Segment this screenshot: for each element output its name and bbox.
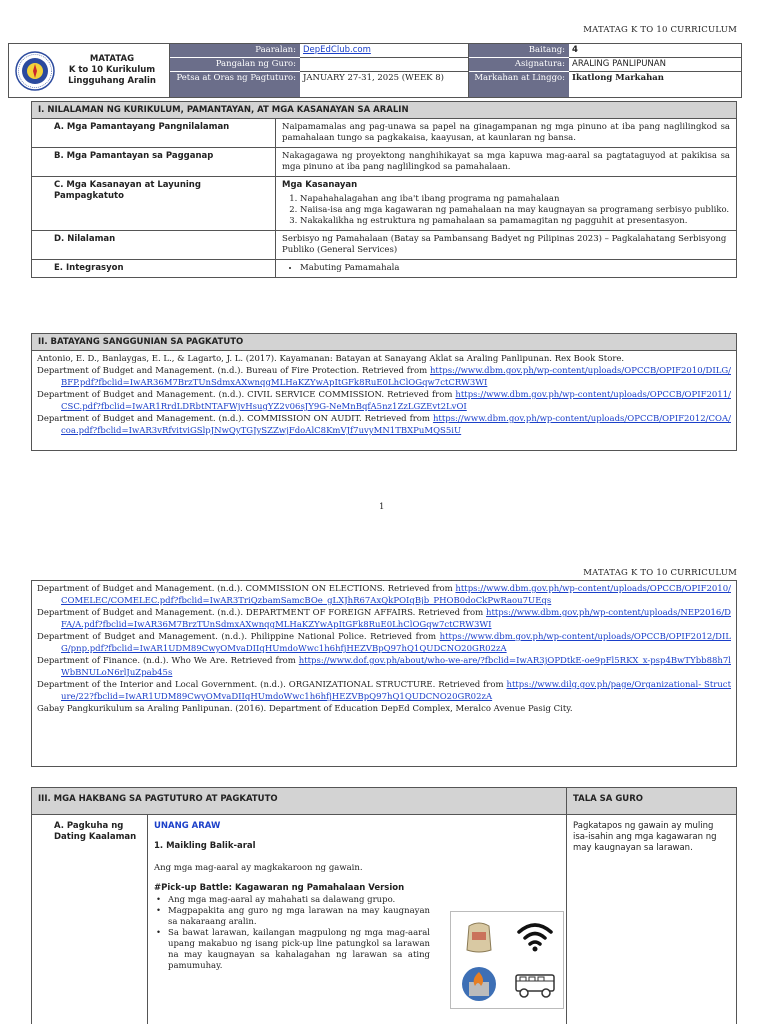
section-references [31, 333, 737, 451]
header-right-grid [469, 44, 741, 97]
reference-link[interactable]: https://www.dilg.gov.ph/page/Organizational- Structure/22?fbclid=IwAR1UDM89CwyOMvaDIIqHUmdoWwc1h6hfjHEZVBpQ97hQ1QUDCNO20GR02zA [61, 680, 731, 702]
teacher-note: Pagkatapos ng gawain ay muling isa-isahin ang mga kagawaran ng may kaugnayan sa larawan. [573, 821, 717, 853]
section3-heading: III. MGA HAKBANG SA PAGTUTURO AT PAGKATUTO [32, 788, 567, 814]
content-value: Serbisyo ng Pamahalaan (Batay sa Pambansang Badyet ng Pilipinas 2023) – Pagkalahatang Serbisyong Publiko (General Services) [282, 234, 727, 255]
teacher-notes-heading: TALA SA GURO [573, 794, 643, 804]
guro-value [300, 58, 469, 72]
jeepney-icon [507, 960, 563, 1008]
reference-text: Department of Budget and Management. (n.d.). Bureau of Fire Protection. Retrieved from [37, 366, 430, 376]
paaralan-label: Paaralan: [170, 44, 300, 58]
petsa-value: JANUARY 27-31, 2025 (WEEK 8) [303, 72, 444, 83]
reference-link[interactable]: https://www.dbm.gov.ph/wp-content/uploads/OPCCB/OPIF2010/COMELEC/COMELEC.pdf?fbclid=IwAR3TriQzbamSamcBOe_gLXJhR67AxQkPOIqBjb_PHOB0doCkPwRaou7UEqs [61, 584, 731, 606]
activity-steps [154, 895, 430, 972]
content-standards-label: A. Mga Pamantayang Pangnilalaman [32, 119, 276, 147]
row-integration [32, 260, 736, 277]
reference-list-continued [31, 580, 737, 767]
reference-text: Department of Budget and Management. (n.d.). COMMISSION ON AUDIT. Retrieved from [37, 414, 433, 424]
reference-text: Department of Budget and Management. (n.d.). COMMISSION ON ELECTIONS. Retrieved from [37, 584, 456, 594]
reference-text: Department of Budget and Management. (n.d.). Philippine National Police. Retrieved from [37, 632, 440, 642]
competencies-list [282, 194, 730, 227]
baitang-value: 4 [569, 44, 741, 58]
wifi-icon [507, 912, 563, 960]
lesson-title [55, 54, 169, 87]
markahan-label: Markahan at Linggo: [469, 72, 569, 97]
reference-item [37, 583, 731, 607]
competency-item: 1. Napahahalagahan ang iba't ibang programa ng pamahalaan [300, 194, 730, 205]
rice-sack-icon [451, 912, 507, 960]
review-heading: 1. Maikling Balik-aral [154, 841, 256, 851]
content-standards-value: Naipamamalas ang pag-unawa sa papel na ginagampanan ng mga pinuno at iba pang naglilingkod sa pamahalaan tungo sa pagkakaisa, kaayusan, at kaunlaran ng bansa. [282, 122, 730, 143]
activity-step: • Sa bawat larawan, kailangan magpulong ng mga mag-aaral upang makabuo ng isang pick-up line patungkol sa larawan na may kaugnayan sa kahalagahan ng larawan sa ating pamumuhay. [154, 928, 430, 972]
reference-item [37, 353, 731, 365]
reference-text: Gabay Pangkurikulum sa Araling Panlipunan. (2016). Department of Education DepEd Complex, Meralco Avenue Pasig City. [37, 704, 573, 714]
title-line-1: MATATAG [89, 54, 135, 64]
step-label: A. Pagkuha ng Dating Kaalaman [32, 815, 148, 1024]
competencies-label: C. Mga Kasanayan at Layuning Pampagkatuto [32, 177, 276, 230]
reference-item [37, 679, 731, 703]
reference-text: Antonio, E. D., Banlaygas, E. L., & Lagarto, J. L. (2017). Kayamanan: Batayan at Sanayang Aklat sa Araling Panlipunan. Rex Book Store. [37, 354, 625, 364]
step-content [148, 815, 567, 1024]
reference-item [37, 703, 731, 715]
fire-icon [451, 960, 507, 1008]
reference-link[interactable]: https://www.dof.gov.ph/about/who-we-are/?fbclid=IwAR3jOPDtkE-oe9pFl5RKX_x-psp4BwTYbb88h7lWbBNULoN6rlJuZpab45s [61, 656, 731, 678]
lesson-header [8, 43, 742, 98]
section3-body [32, 815, 736, 1024]
section3-header [32, 788, 736, 815]
header-left-grid [170, 44, 469, 97]
reference-item [37, 389, 731, 413]
activity-step: • Magpapakita ang guro ng mga larawan na may kaugnayan sa nakaraang aralin. [154, 906, 430, 928]
petsa-label: Petsa at Oras ng Pagtuturo: [170, 72, 300, 97]
reference-item [37, 655, 731, 679]
performance-standards-value: Nakagagawa ng proyektong nanghihikayat sa mga kapuwa mag-aaral sa pagtataguyod at pakikisa sa mga pinuno at iba pang naglilingkod sa pamahalaan. [282, 151, 730, 172]
reference-item [37, 607, 731, 631]
competencies-value [276, 177, 736, 230]
reference-list-page2 [32, 581, 736, 717]
reference-list [32, 351, 736, 439]
reference-text: Department of Finance. (n.d.). Who We Are. Retrieved from [37, 656, 299, 666]
row-content [32, 231, 736, 260]
reference-link[interactable]: https://www.dbm.gov.ph/wp-content/uploads/OPCCB/OPIF2010/DILG/BFP.pdf?fbclid=IwAR36M7BrzTUnSdmxAXwnqgMLHaKZYwApItGFk8RuE0LhClOGqw7ctCRW3WI [61, 366, 731, 388]
row-content-standards [32, 119, 736, 148]
content-label: D. Nilalaman [32, 231, 276, 259]
reference-text: Department of the Interior and Local Government. (n.d.). ORGANIZATIONAL STRUCTURE. Retrieved from [37, 680, 507, 690]
reference-item [37, 631, 731, 655]
baitang-label: Baitang: [469, 44, 569, 58]
paaralan-link[interactable]: DepEdClub.com [303, 45, 371, 55]
reference-link[interactable]: https://www.dbm.gov.ph/wp-content/uploads/OPCCB/OPIF2012/DILG/pnp.pdf?fbclid=IwAR1UDM89CwyOMvaDIIqHUmdoWwc1h6hfjHEZVBpQ97hQ1QUDCNO20GR02zA [61, 632, 731, 654]
section-teaching-steps [31, 787, 737, 1024]
header-title-cell [9, 44, 170, 97]
title-line-2: K to 10 Kurikulum [68, 65, 156, 75]
competency-item: 3. Nakakalikha ng estruktura ng pamahalaan sa pamamagitan ng pagguhit at presentasyon. [300, 216, 730, 227]
curriculum-label: MATATAG K TO 10 CURRICULUM [583, 25, 737, 35]
reference-item [37, 413, 731, 437]
section-curriculum-content [31, 101, 737, 278]
activity-step: • Ang mga mag-aaral ay mahahati sa dalawang grupo. [154, 895, 430, 906]
reference-link[interactable]: https://www.dbm.gov.ph/wp-content/uploads/OPCCB/OPIF2011/CSC.pdf?fbclid=IwAR1RrdLDRbtNTAFWjvHsugYZ2v06sJY9G-NeMnBqfA5nz1ZzLGZEvt2LvOI [61, 390, 731, 412]
row-performance-standards [32, 148, 736, 177]
asignatura-value: ARALING PANLIPUNAN [569, 58, 741, 72]
section2-heading: II. BATAYANG SANGGUNIAN SA PAGKATUTO [32, 334, 736, 351]
guro-label: Pangalan ng Guro: [170, 58, 300, 72]
activity-images [450, 911, 564, 1009]
reference-link[interactable]: https://www.dbm.gov.ph/wp-content/uploads/NEP2016/DFA/A.pdf?fbclid=IwAR36M7BrzTUnSdmxAXwnqgMLHaKZYwApItGFk8RuE0LhClOGqw7ctCRW3WI [61, 608, 731, 630]
competency-item: 2. Naiisa-isa ang mga kagawaran ng pamahalaan na may kaugnayan sa programang serbisyo publiko. [300, 205, 730, 216]
day-label: UNANG ARAW [154, 821, 221, 831]
title-line-3: Lingguhang Aralin [68, 76, 156, 86]
reference-item [37, 365, 731, 389]
row-competencies [32, 177, 736, 231]
integration-label: E. Integrasyon [32, 260, 276, 277]
markahan-value: Ikatlong Markahan [572, 72, 664, 83]
activity-intro: Ang mga mag-aaral ay magkakaroon ng gawain. [154, 863, 363, 873]
page-number: 1 [379, 502, 385, 512]
deped-seal-icon [15, 51, 55, 91]
paaralan-value [300, 44, 469, 58]
reference-link[interactable]: https://www.dbm.gov.ph/wp-content/uploads/OPCCB/OPIF2012/COA/coa.pdf?fbclid=IwAR3vRfvitviGSlpJNwQyTGJySZZwjFdoAlC8KmVJf7uvyMN1TBXPuMQS5iU [61, 414, 731, 436]
curriculum-label-page2: MATATAG K TO 10 CURRICULUM [583, 568, 737, 578]
reference-text: Department of Budget and Management. (n.d.). CIVIL SERVICE COMMISSION. Retrieved from [37, 390, 456, 400]
section1-heading: I. NILALAMAN NG KURIKULUM, PAMANTAYAN, AT MGA KASANAYAN SA ARALIN [32, 102, 736, 119]
performance-standards-label: B. Mga Pamantayan sa Pagganap [32, 148, 276, 176]
asignatura-label: Asignatura: [469, 58, 569, 72]
integration-item: • Mabuting Pamamahala [300, 263, 730, 274]
reference-text: Department of Budget and Management. (n.d.). DEPARTMENT OF FOREIGN AFFAIRS. Retrieved from [37, 608, 486, 618]
integration-value [276, 260, 736, 277]
competencies-heading: Mga Kasanayan [282, 180, 358, 190]
activity-title: #Pick-up Battle: Kagawaran ng Pamahalaan Version [154, 883, 405, 893]
